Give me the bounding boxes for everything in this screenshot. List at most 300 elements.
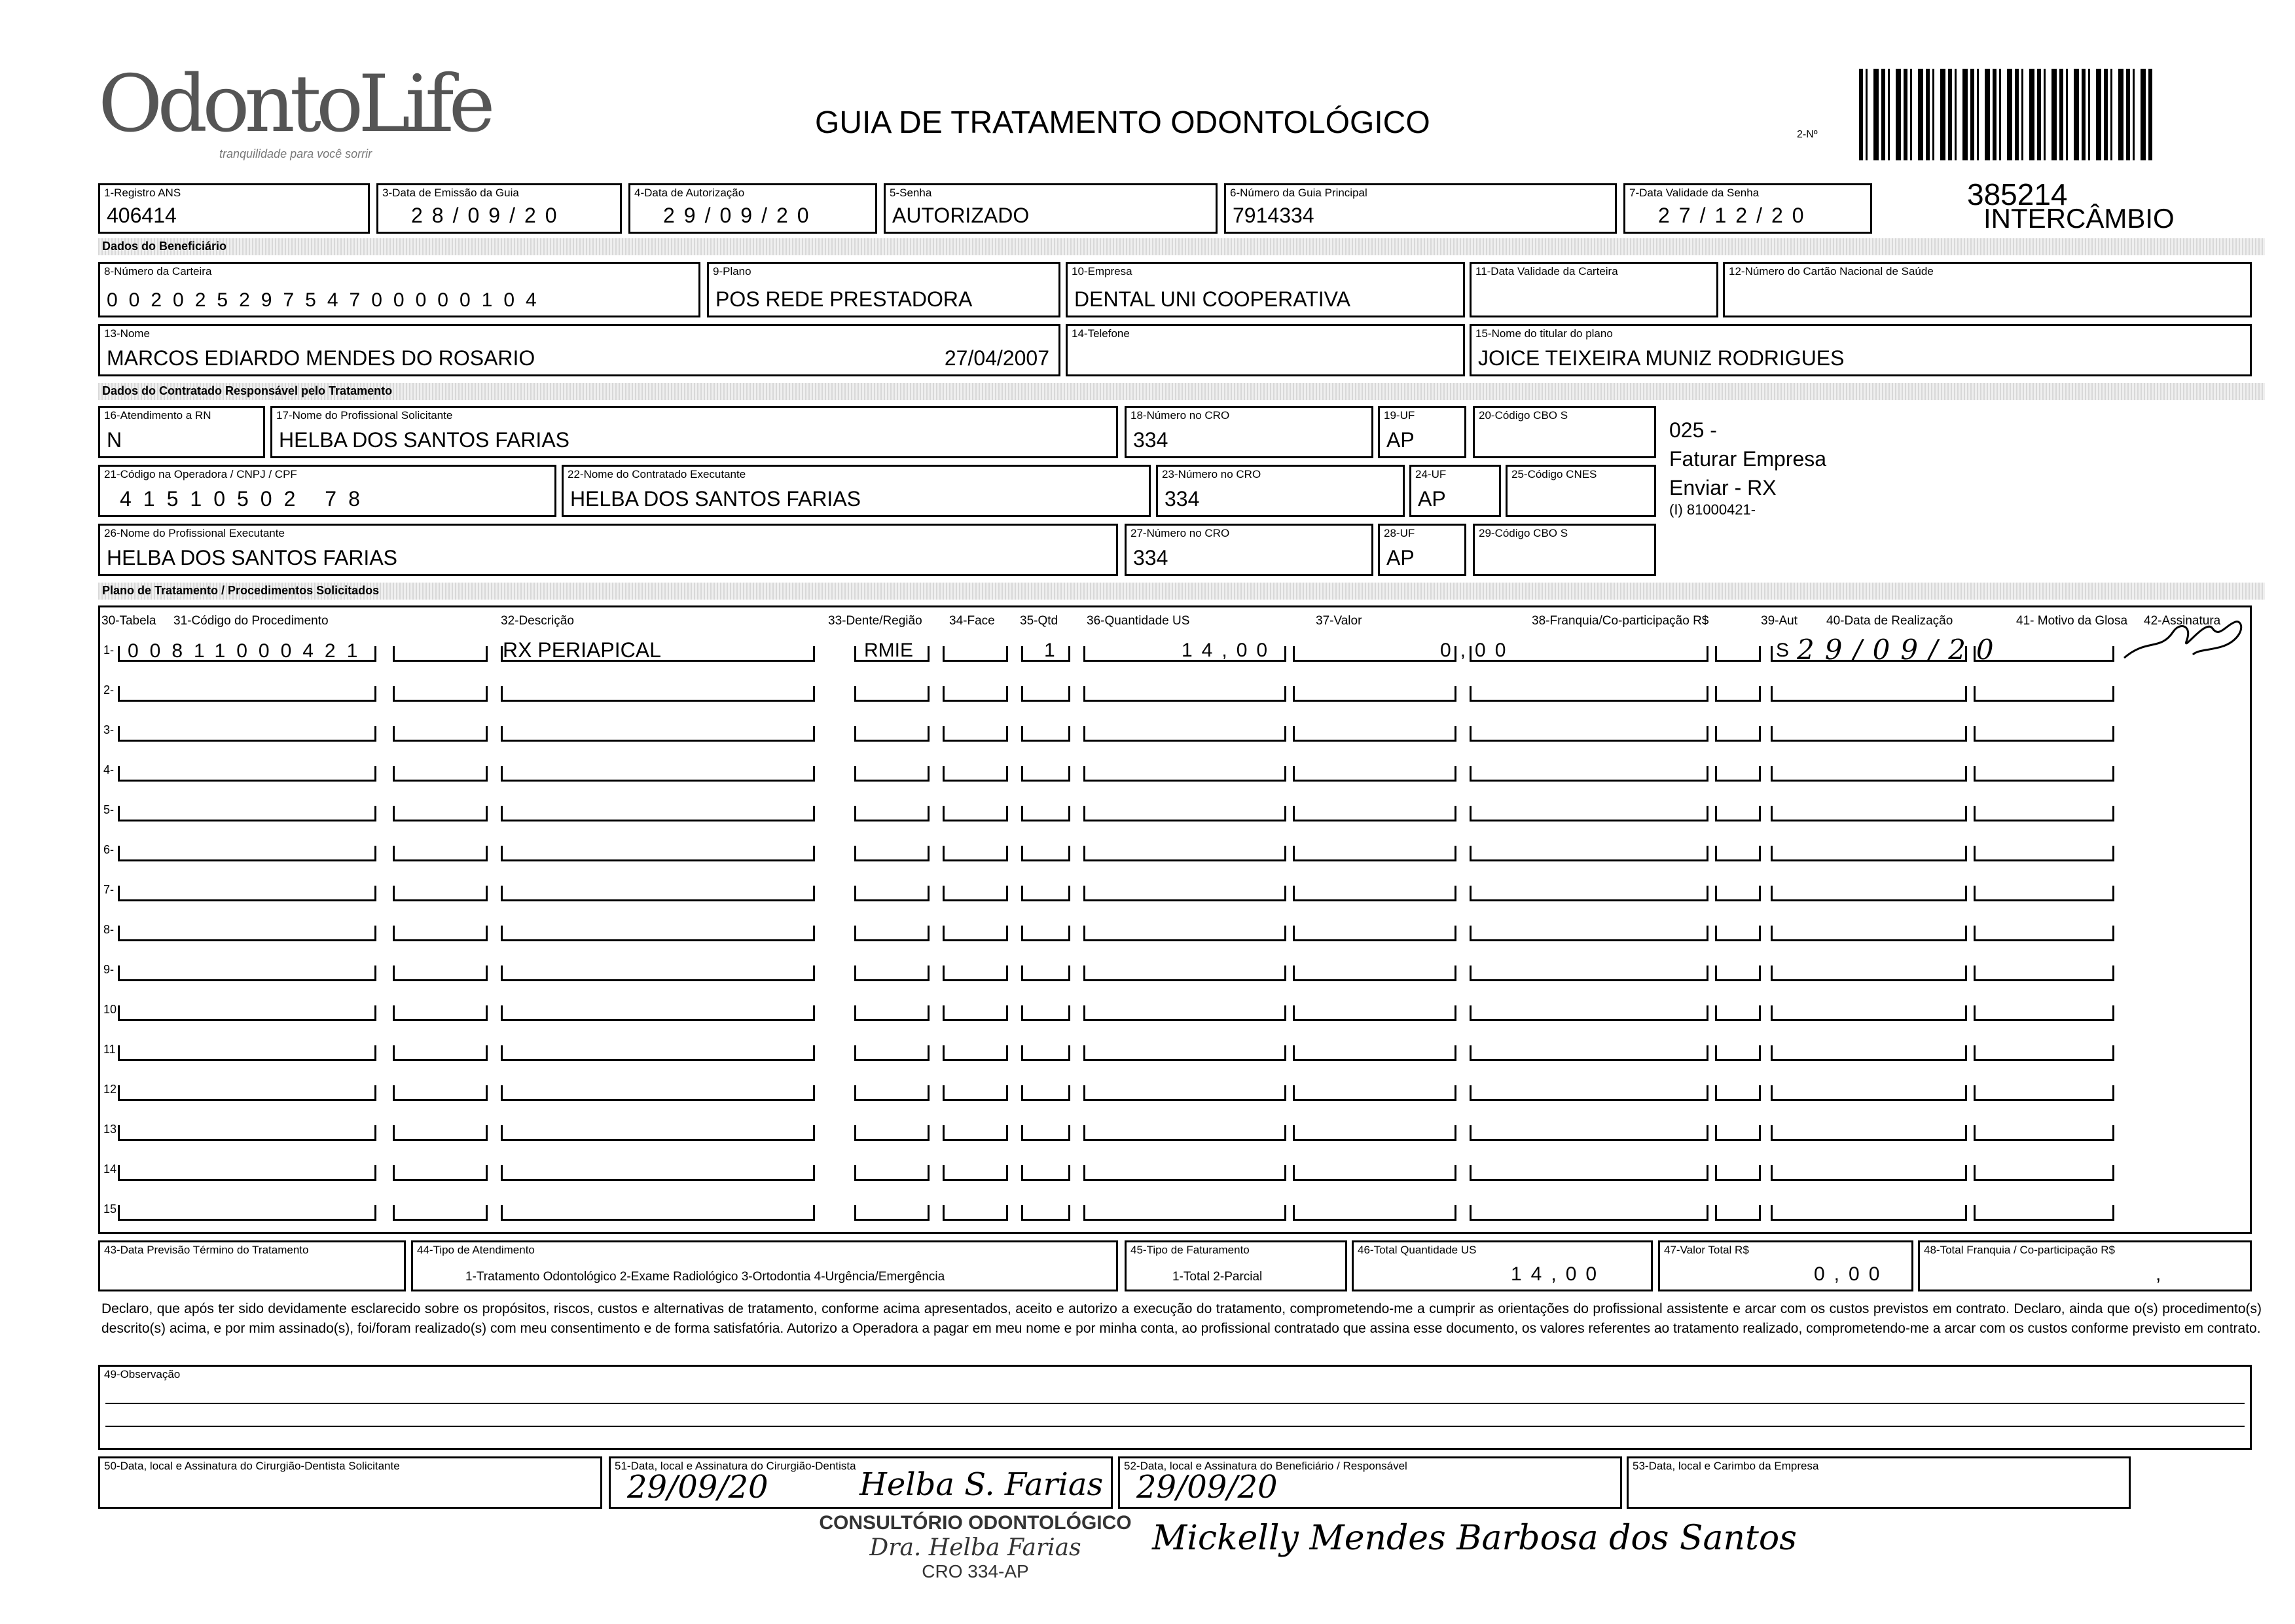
procedure-cell[interactable] [118, 886, 376, 901]
procedure-cell[interactable] [118, 1045, 376, 1061]
uf19-field[interactable]: 19-UF AP [1378, 406, 1466, 458]
procedure-cell[interactable] [501, 726, 815, 742]
section-plano: Plano de Tratamento / Procedimentos Solicitados [98, 583, 2265, 600]
sig51-signature: Helba S. Farias [859, 1466, 1104, 1503]
procedure-cell[interactable] [1470, 926, 1708, 941]
guia-principal-value: 7914334 [1233, 204, 1314, 227]
carteira-value: 00202529754700000104 [107, 289, 548, 311]
col-assinatura: 42-Assinatura [2144, 614, 2221, 628]
procedure-cell[interactable] [1715, 1005, 1761, 1021]
procedure-cell[interactable] [943, 1085, 1008, 1101]
row-number: 3- [103, 723, 115, 736]
stamp-line3: CRO 334-AP [922, 1561, 1029, 1581]
procedure-cell[interactable] [501, 926, 815, 941]
plano-value: POS REDE PRESTADORA [715, 287, 973, 311]
procedure-cell[interactable] [854, 1165, 930, 1181]
total-us-value: 14,00 [1511, 1263, 1606, 1285]
procedure-cell[interactable] [1974, 1005, 2114, 1021]
procedure-cell[interactable] [1771, 726, 1967, 742]
sig51-field[interactable]: 51-Data, local e Assinatura do Cirurgião-Dentista 29/09/20 Helba S. Farias [609, 1456, 1113, 1509]
atendimento-rn-field[interactable]: 16-Atendimento a RN N [98, 406, 265, 458]
procedure-cell[interactable] [1715, 886, 1761, 901]
side-note-line2: Faturar Empresa [1669, 447, 1827, 471]
procedure-cell[interactable] [943, 1165, 1008, 1181]
row-number: 1- [103, 643, 115, 657]
section-beneficiario: Dados do Beneficiário [98, 238, 2265, 255]
dentist-stamp [818, 1512, 1132, 1582]
procedure-cell[interactable] [1470, 846, 1708, 861]
procedure-cell[interactable] [854, 926, 930, 941]
procedure-cell[interactable] [1083, 766, 1286, 782]
procedure-cell[interactable] [118, 726, 376, 742]
procedure-cell[interactable] [118, 1165, 376, 1181]
valor-total-field[interactable]: 47-Valor Total R$ 0,00 [1658, 1240, 1913, 1291]
procedure-cell[interactable] [1715, 926, 1761, 941]
procedure-cell[interactable] [1083, 1085, 1286, 1101]
row-number: 4- [103, 763, 115, 776]
procedure-cell[interactable] [943, 766, 1008, 782]
procedure-cell[interactable] [501, 1005, 815, 1021]
col-glosa: 41- Motivo da Glosa [2016, 614, 2128, 628]
procedure-cell[interactable] [1771, 1005, 1967, 1021]
procedure-cell[interactable] [1771, 886, 1967, 901]
brand-name: OdontoLife [98, 59, 490, 150]
cbos29-field[interactable]: 29-Código CBO S [1473, 524, 1656, 576]
empresa-field[interactable]: 10-Empresa DENTAL UNI COOPERATIVA [1066, 262, 1465, 317]
procedure-cell[interactable] [943, 1045, 1008, 1061]
declaration-text: Declaro, que após ter sido devidamente esclarecido sobre os propósitos, riscos, custos e alternativas de tratamento, conforme acima apresentados, aceito e autorizo a execução do tratamento, comprometendo-me a cumprir as orientações do profissional assistente e arcar com os custos previstos em contrato. Declaro, ainda que o(s) procedimento(s) descrito(s) acima, e por mim assinado(s), foi/foram realizado(s) com meu consentimento e de forma satisfatória. Autorizo a Operadora a pagar em meu nome e por minha conta, ao profissional contratado que assina esse documento, os valores referentes ao tratamento realizado, comprometendo-me a arcar com os custos conforme previsto em contrato. [101, 1301, 2262, 1336]
plano-field[interactable]: 9-Plano POS REDE PRESTADORA [707, 262, 1060, 317]
procedure-cell[interactable] [1083, 1045, 1286, 1061]
uf28-value: AP [1386, 546, 1415, 569]
procedure-cell[interactable] [393, 1005, 488, 1021]
procedure-cell[interactable] [1293, 1085, 1456, 1101]
procedure-cell[interactable] [118, 926, 376, 941]
procedure-cell[interactable] [118, 806, 376, 821]
procedure-cell[interactable] [1293, 726, 1456, 742]
guide-number-label: 2-Nº [1797, 129, 1818, 140]
procedure-cell[interactable] [1293, 766, 1456, 782]
side-note-line1: 025 - [1669, 418, 1717, 442]
procedure-cell[interactable] [1083, 965, 1286, 981]
atendimento-rn-value: N [107, 428, 122, 452]
total-us-field[interactable]: 46-Total Quantidade US 14,00 [1352, 1240, 1653, 1291]
registro-ans-field[interactable]: 1-Registro ANS 406414 [98, 183, 370, 234]
procedure-cell[interactable] [1771, 1045, 1967, 1061]
procedure-cell[interactable] [1974, 726, 2114, 742]
validade-senha-field[interactable]: 7-Data Validade da Senha 27/12/20 [1623, 183, 1872, 234]
procedure-cell[interactable] [1715, 1125, 1761, 1141]
procedure-cell[interactable] [1083, 926, 1286, 941]
codigo-operadora-value: 41510502 78 [120, 487, 372, 511]
profissional-executante-field[interactable]: 26-Nome do Profissional Executante HELBA DOS SANTOS FARIAS [98, 524, 1118, 576]
side-note [1669, 416, 1826, 518]
procedure-cell[interactable] [1470, 1085, 1708, 1101]
page-title: GUIA DE TRATAMENTO ODONTOLÓGICO [815, 105, 1430, 140]
procedure-cell[interactable] [854, 806, 930, 821]
col-face: 34-Face [949, 614, 995, 628]
procedure-cell[interactable] [1083, 1125, 1286, 1141]
procedure-cell[interactable] [1293, 1205, 1456, 1221]
empresa-value: DENTAL UNI COOPERATIVA [1074, 287, 1350, 311]
procedure-cell[interactable] [1021, 1205, 1070, 1221]
procedure-cell[interactable] [854, 686, 930, 702]
procedure-cell[interactable] [1021, 846, 1070, 861]
data-autorizacao-field[interactable]: 4-Data de Autorização 29/09/20 [628, 183, 877, 234]
procedure-cell[interactable] [393, 806, 488, 821]
procedure-cell[interactable] [943, 886, 1008, 901]
procedure-cell[interactable] [1470, 965, 1708, 981]
procedure-cell[interactable] [1470, 1205, 1708, 1221]
procedure-cell[interactable] [1293, 1165, 1456, 1181]
procedure-cell[interactable] [943, 1205, 1008, 1221]
procedure-cell[interactable] [854, 965, 930, 981]
procedure-cell[interactable] [501, 1045, 815, 1061]
procedure-cell[interactable] [1470, 1125, 1708, 1141]
row1-qtd-us: 14,00 [1182, 640, 1277, 661]
procedure-cell[interactable] [854, 1205, 930, 1221]
procedure-cell[interactable] [393, 926, 488, 941]
procedure-cell[interactable] [1293, 806, 1456, 821]
procedure-cell[interactable] [1771, 686, 1967, 702]
procedure-cell[interactable] [1021, 965, 1070, 981]
row1-signature-scribble [2121, 612, 2252, 664]
procedure-cell[interactable] [1715, 726, 1761, 742]
tipo-faturamento-options: 1-Total 2-Parcial [1172, 1270, 1263, 1284]
procedure-cell[interactable] [854, 1085, 930, 1101]
procedure-cell[interactable] [1083, 726, 1286, 742]
procedure-cell[interactable] [118, 1005, 376, 1021]
tipo-atendimento-field[interactable]: 44-Tipo de Atendimento 1-Tratamento Odontológico 2-Exame Radiológico 3-Ortodontia 4-Urgência/Emergência [411, 1240, 1118, 1291]
procedure-cell[interactable] [943, 1125, 1008, 1141]
beneficiary-signature: Mickelly Mendes Barbosa dos Santos [1152, 1519, 1797, 1558]
procedure-cell[interactable] [393, 1045, 488, 1061]
cro27-value: 334 [1133, 546, 1168, 569]
row-number: 15 [103, 1202, 117, 1216]
procedure-cell[interactable] [1083, 1165, 1286, 1181]
total-franquia-value: , [2156, 1263, 2161, 1285]
procedure-cell[interactable] [1974, 846, 2114, 861]
nome-value: MARCOS EDIARDO MENDES DO ROSARIO [107, 346, 535, 370]
procedure-cell[interactable] [1715, 1165, 1761, 1181]
procedure-cell[interactable] [943, 726, 1008, 742]
row-number: 12 [103, 1083, 117, 1096]
procedure-cell[interactable] [1083, 1205, 1286, 1221]
procedure-cell[interactable] [501, 686, 815, 702]
contratado-executante-field[interactable]: 22-Nome do Contratado Executante HELBA DOS SANTOS FARIAS [562, 465, 1151, 517]
procedure-cell[interactable] [854, 886, 930, 901]
nascimento-value: 27/04/2007 [944, 346, 1049, 370]
guia-principal-field[interactable]: 6-Número da Guia Principal 7914334 [1224, 183, 1617, 234]
row-number: 14 [103, 1163, 117, 1176]
senha-value: AUTORIZADO [892, 204, 1030, 227]
observacao-line-1 [105, 1403, 2245, 1404]
procedure-cell[interactable] [1715, 846, 1761, 861]
col-valor: 37-Valor [1316, 614, 1362, 628]
procedure-cell[interactable] [943, 646, 1008, 662]
procedure-cell[interactable] [1771, 1085, 1967, 1101]
row-number: 8- [103, 923, 115, 936]
row1-valor: 0,00 [1440, 640, 1515, 661]
procedure-cell[interactable] [393, 686, 488, 702]
procedure-cell[interactable] [1021, 1045, 1070, 1061]
procedure-cell[interactable] [1974, 766, 2114, 782]
procedure-cell[interactable] [1771, 926, 1967, 941]
procedure-cell[interactable] [1083, 686, 1286, 702]
procedure-cell[interactable] [1771, 806, 1967, 821]
procedure-cell[interactable] [1470, 726, 1708, 742]
procedure-cell[interactable] [854, 1125, 930, 1141]
profissional-solicitante-field[interactable]: 17-Nome do Profissional Solicitante HELBA DOS SANTOS FARIAS [270, 406, 1118, 458]
procedure-cell[interactable] [1293, 686, 1456, 702]
row-number: 6- [103, 843, 115, 856]
tipo-faturamento-field[interactable]: 45-Tipo de Faturamento 1-Total 2-Parcial [1125, 1240, 1347, 1291]
procedure-cell[interactable] [1771, 846, 1967, 861]
profissional-executante-value: HELBA DOS SANTOS FARIAS [107, 546, 397, 569]
procedure-cell[interactable] [1021, 886, 1070, 901]
procedure-cell[interactable] [118, 1205, 376, 1221]
procedure-cell[interactable] [1771, 1125, 1967, 1141]
section-contratado: Dados do Contratado Responsável pelo Tratamento [98, 383, 2265, 400]
procedure-cell[interactable] [1470, 886, 1708, 901]
procedure-cell[interactable] [1974, 965, 2114, 981]
stamp-text: INTERCÂMBIO [1983, 203, 2175, 234]
row-number: 7- [103, 883, 115, 896]
col-qtd-us: 36-Quantidade US [1087, 614, 1190, 628]
uf24-field[interactable]: 24-UF AP [1409, 465, 1501, 517]
procedure-cell[interactable] [1470, 1005, 1708, 1021]
procedure-cell[interactable] [393, 1205, 488, 1221]
row1-qtd: 1 [1044, 640, 1055, 661]
procedure-cell[interactable] [1083, 846, 1286, 861]
procedure-cell[interactable] [1974, 1165, 2114, 1181]
procedure-cell[interactable] [1771, 1205, 1967, 1221]
valor-total-value: 0,00 [1814, 1263, 1889, 1285]
row-number: 11 [103, 1043, 116, 1056]
procedure-cell[interactable] [393, 726, 488, 742]
procedure-cell[interactable] [1715, 686, 1761, 702]
procedure-cell[interactable] [501, 1085, 815, 1101]
brand-tagline: tranquilidade para você sorrir [219, 147, 372, 160]
cro18-value: 334 [1133, 428, 1168, 452]
procedure-cell[interactable] [1083, 886, 1286, 901]
procedure-cell[interactable] [1021, 1005, 1070, 1021]
procedure-cell[interactable] [943, 926, 1008, 941]
procedure-cell[interactable] [1974, 1205, 2114, 1221]
row1-descricao: RX PERIAPICAL [503, 638, 661, 662]
contratado-executante-value: HELBA DOS SANTOS FARIAS [570, 487, 861, 511]
procedure-cell[interactable] [501, 1165, 815, 1181]
previsao-field[interactable]: 43-Data Previsão Término do Tratamento [98, 1240, 406, 1291]
procedure-cell[interactable] [118, 1085, 376, 1101]
profissional-solicitante-value: HELBA DOS SANTOS FARIAS [279, 428, 569, 452]
procedure-cell[interactable] [1021, 806, 1070, 821]
titular-value: JOICE TEIXEIRA MUNIZ RODRIGUES [1478, 346, 1845, 370]
procedure-cell[interactable] [393, 646, 488, 662]
procedure-cell[interactable] [1974, 1125, 2114, 1141]
nome-field[interactable]: 13-Nome MARCOS EDIARDO MENDES DO ROSARIO 27/04/2007 [98, 324, 1060, 376]
side-note-line4: (I) 81000421- [1669, 501, 1756, 518]
procedure-cell[interactable] [1771, 766, 1967, 782]
procedure-cell[interactable] [393, 1125, 488, 1141]
barcode [1859, 69, 2154, 160]
col-data-realizacao: 40-Data de Realização [1826, 614, 1953, 628]
cns-field[interactable]: 12-Número do Cartão Nacional de Saúde [1723, 262, 2252, 317]
procedure-cell[interactable] [501, 1205, 815, 1221]
procedure-cell[interactable] [943, 1005, 1008, 1021]
procedure-cell[interactable] [854, 766, 930, 782]
procedure-cell[interactable] [1470, 686, 1708, 702]
procedure-cell[interactable] [118, 1125, 376, 1141]
procedure-cell[interactable] [1021, 926, 1070, 941]
procedure-cell[interactable] [1293, 1005, 1456, 1021]
titular-field[interactable]: 15-Nome do titular do plano JOICE TEIXEIRA MUNIZ RODRIGUES [1470, 324, 2252, 376]
procedure-cell[interactable] [1715, 1205, 1761, 1221]
uf19-value: AP [1386, 428, 1415, 452]
procedure-cell[interactable] [1021, 1165, 1070, 1181]
data-emissao-field[interactable]: 3-Data de Emissão da Guia 28/09/20 [376, 183, 622, 234]
cro27-field[interactable]: 27-Número no CRO 334 [1125, 524, 1373, 576]
procedure-cell[interactable] [501, 846, 815, 861]
procedure-cell[interactable] [1083, 806, 1286, 821]
procedure-cell[interactable] [1021, 686, 1070, 702]
data-emissao-value: 28/09/20 [411, 204, 566, 227]
telefone-field[interactable]: 14-Telefone [1066, 324, 1465, 376]
procedure-cell[interactable] [501, 965, 815, 981]
row-number: 10 [103, 1003, 117, 1016]
procedure-cell[interactable] [1715, 766, 1761, 782]
col-aut: 39-Aut [1761, 614, 1798, 628]
procedure-cell[interactable] [1715, 646, 1761, 662]
procedure-cell[interactable] [943, 686, 1008, 702]
procedure-cell[interactable] [1715, 965, 1761, 981]
procedure-cell[interactable] [393, 1085, 488, 1101]
procedure-cell[interactable] [1974, 1085, 2114, 1101]
procedure-cell[interactable] [1293, 846, 1456, 861]
col-tabela: 30-Tabela [101, 614, 156, 628]
validade-senha-value: 27/12/20 [1658, 204, 1813, 227]
procedure-cell[interactable] [393, 1165, 488, 1181]
procedure-cell[interactable] [501, 766, 815, 782]
row1-aut: S [1776, 640, 1790, 661]
row-number: 2- [103, 683, 115, 696]
uf28-field[interactable]: 28-UF AP [1378, 524, 1466, 576]
procedure-cell[interactable] [501, 1125, 815, 1141]
sig52-field[interactable]: 52-Data, local e Assinatura do Beneficiário / Responsável 29/09/20 [1118, 1456, 1622, 1509]
total-franquia-field[interactable]: 48-Total Franquia / Co-participação R$ , [1918, 1240, 2252, 1291]
sig50-field[interactable]: 50-Data, local e Assinatura do Cirurgião-Dentista Solicitante [98, 1456, 602, 1509]
codigo-operadora-field[interactable]: 21-Código na Operadora / CNPJ / CPF 41510502 78 [98, 465, 556, 517]
procedure-cell[interactable] [393, 965, 488, 981]
procedure-cell[interactable] [1021, 1125, 1070, 1141]
senha-field[interactable]: 5-Senha AUTORIZADO [884, 183, 1218, 234]
procedure-cell[interactable] [1470, 1165, 1708, 1181]
cnes25-field[interactable]: 25-Código CNES [1506, 465, 1656, 517]
cro23-field[interactable]: 23-Número no CRO 334 [1156, 465, 1405, 517]
side-note-line3: Enviar - RX [1669, 476, 1777, 499]
procedure-cell[interactable] [1293, 886, 1456, 901]
procedure-cell[interactable] [393, 766, 488, 782]
procedure-cell[interactable] [1470, 1045, 1708, 1061]
procedure-cell[interactable] [1470, 806, 1708, 821]
cro18-field[interactable]: 18-Número no CRO 334 [1125, 406, 1373, 458]
procedure-cell[interactable] [1771, 1165, 1967, 1181]
procedure-cell[interactable] [1021, 1085, 1070, 1101]
row-number: 5- [103, 803, 115, 816]
procedure-cell[interactable] [1715, 1085, 1761, 1101]
sig53-field[interactable]: 53-Data, local e Carimbo da Empresa [1627, 1456, 2131, 1509]
procedure-cell[interactable] [1715, 1045, 1761, 1061]
procedure-cell[interactable] [1715, 806, 1761, 821]
procedure-cell[interactable] [854, 1005, 930, 1021]
procedure-cell[interactable] [943, 806, 1008, 821]
carteira-field[interactable]: 8-Número da Carteira 00202529754700000104 [98, 262, 700, 317]
procedure-cell[interactable] [854, 726, 930, 742]
procedure-cell[interactable] [1021, 766, 1070, 782]
cbos20-field[interactable]: 20-Código CBO S [1473, 406, 1656, 458]
procedure-cell[interactable] [1974, 686, 2114, 702]
observacao-line-2 [105, 1426, 2245, 1427]
stamp-number: 385214 [1967, 177, 2068, 211]
procedure-cell[interactable] [1293, 965, 1456, 981]
stamp-line2: Dra. Helba Farias [869, 1534, 1081, 1561]
procedure-cell[interactable] [501, 806, 815, 821]
sig52-date: 29/09/20 [1136, 1469, 1278, 1506]
procedure-cell[interactable] [854, 1045, 930, 1061]
procedure-cell[interactable] [1021, 726, 1070, 742]
row1-dente: RMIE [864, 640, 913, 661]
col-codigo: 31-Código do Procedimento [173, 614, 329, 628]
col-dente: 33-Dente/Região [828, 614, 922, 628]
uf24-value: AP [1418, 487, 1446, 511]
registro-ans-value: 406414 [107, 204, 177, 227]
procedure-cell[interactable] [943, 846, 1008, 861]
row-number: 13 [103, 1123, 117, 1136]
procedure-cell[interactable] [1293, 1045, 1456, 1061]
procedure-cell[interactable] [118, 766, 376, 782]
procedure-cell[interactable] [501, 886, 815, 901]
row1-data-realizacao: 29/09/20 [1797, 634, 2004, 666]
procedure-cell[interactable] [118, 846, 376, 861]
procedure-cell[interactable] [1293, 646, 1456, 662]
procedure-cell[interactable] [1470, 766, 1708, 782]
row-number: 9- [103, 963, 115, 976]
procedure-cell[interactable] [1293, 1125, 1456, 1141]
validade-carteira-field[interactable]: 11-Data Validade da Carteira [1470, 262, 1718, 317]
procedure-cell[interactable] [393, 886, 488, 901]
procedure-cell[interactable] [854, 846, 930, 861]
cro23-value: 334 [1165, 487, 1200, 511]
procedure-cell[interactable] [1083, 1005, 1286, 1021]
procedure-cell[interactable] [1974, 1045, 2114, 1061]
col-descricao: 32-Descrição [501, 614, 574, 628]
observacao-field[interactable]: 49-Observação [98, 1365, 2252, 1450]
procedure-cell[interactable] [118, 965, 376, 981]
procedure-cell[interactable] [1974, 806, 2114, 821]
procedure-cell[interactable] [1293, 926, 1456, 941]
brand-logo [98, 59, 490, 173]
col-franquia: 38-Franquia/Co-participação R$ [1532, 614, 1709, 628]
procedure-cell[interactable] [118, 686, 376, 702]
procedure-cell[interactable] [1771, 965, 1967, 981]
procedure-cell[interactable] [1974, 926, 2114, 941]
stamp-line1: CONSULTÓRIO ODONTOLÓGICO [819, 1512, 1132, 1534]
procedure-cell[interactable] [393, 846, 488, 861]
procedure-cell[interactable] [1974, 886, 2114, 901]
data-autorizacao-value: 29/09/20 [663, 204, 818, 227]
tipo-atendimento-options: 1-Tratamento Odontológico 2-Exame Radiológico 3-Ortodontia 4-Urgência/Emergência [465, 1270, 945, 1284]
procedure-cell[interactable] [943, 965, 1008, 981]
